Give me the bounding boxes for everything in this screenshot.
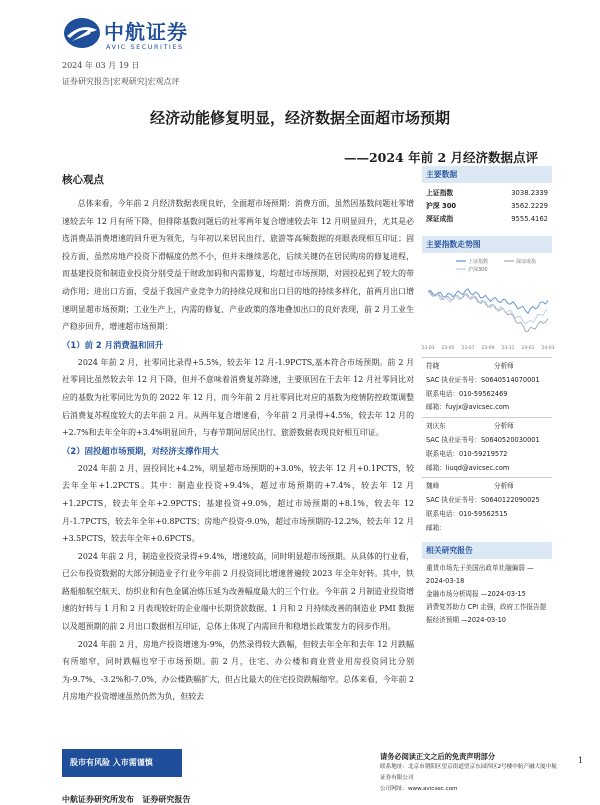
logo-en-text: AVIC SECURITIES <box>106 43 184 51</box>
x-tick-label: 23-03 <box>421 346 435 351</box>
page-number: 1 <box>578 756 584 765</box>
chart-title: 主要指数走势图 <box>422 236 552 253</box>
related-reports-title: 相关研究报告 <box>422 542 552 559</box>
analyst-email: 邮箱： <box>426 523 446 532</box>
x-tick-label: 24-03 <box>541 346 555 351</box>
subhead-investment: （2）固投超市场预期，对经济支撑作用大 <box>62 445 219 456</box>
avic-logo-icon <box>62 16 102 50</box>
x-tick-label: 23-09 <box>481 346 495 351</box>
footer-address: 联系地址：北京市朝阳区望京街道望京东园四区2号楼中航产融大厦中航证券有限公司 <box>380 764 557 781</box>
x-tick-label: 23-07 <box>461 346 475 351</box>
index-row: 上证指数 3038.2339 <box>426 189 548 197</box>
sidebar <box>421 166 555 628</box>
analyst-role: 分析师 <box>494 362 514 370</box>
analyst-phone: 联系电话：010-59219572 <box>426 449 508 458</box>
related-report[interactable]: 消费复苏助力 CPI 走强，政府工作报告提振经济预期 —2024-03-10 <box>426 603 547 625</box>
related-report[interactable]: 重货市场先于美国出政单社融偏弱 —2024-03-18 <box>426 563 534 585</box>
series-line-2 <box>428 290 548 324</box>
analyst-phone: 联系电话：010-59562469 <box>426 389 508 398</box>
analyst-block-1 <box>422 360 552 415</box>
index-row: 沪深 300 3562.2229 <box>426 202 548 210</box>
x-tick-label: 23-11 <box>501 346 515 351</box>
report-title: 经济动能修复明显，经济数据全面超市场预期 <box>149 109 450 127</box>
related-report[interactable]: 金融市场分析周报 —2024-03-15 <box>426 589 526 598</box>
disclaimer-notice: 请务必阅读正文之后的免责声明部分 <box>380 752 496 761</box>
index-chart <box>421 253 555 355</box>
core-view-heading: 核心观点 <box>62 174 104 186</box>
report-subtitle: ——2024 年前 2 月经济数据点评 <box>343 150 538 165</box>
report-date: 2024 年 03 月 19 日 <box>62 61 140 70</box>
market-data-title: 主要数据 <box>422 166 552 183</box>
analyst-cert: SAC 执业证书号：S0640520030001 <box>426 435 540 444</box>
risk-warning-band: 股市有风险 入市需谨慎 <box>62 749 182 777</box>
analyst-cert: SAC 执业证书号：S0640514070001 <box>426 375 540 384</box>
index-trend-chart <box>421 253 555 355</box>
analyst-name: 符晓 <box>426 362 440 370</box>
main-content <box>62 166 414 706</box>
logo-cn-text: 中航证券 <box>104 20 188 44</box>
analyst-role: 分析师 <box>494 422 514 431</box>
series-line-0 <box>428 289 548 314</box>
intro-paragraph: 总体来看，今年前 2 月经济数据表现良好，全面超市场预期：消费方面，虽然因基数问题社零增速较去年 12 月有所下降，但排除基数问题后的社零两年复合增速较去年 12 月明显回升，尤其是必选消费品消费增速的回升更为领先，与年初以来居民出行、旅游等高频数据的亮眼表现相互印证；固投方面，虽然房地产投资下滑幅度仍然不小，但并未继续恶化，后续关键仍在居民购房的修复进程，而基建投资和制造业投资分别受益于财政加码和内需修复，均超过市场预期，对固投起到了较大的带动作用；进出口方面，受益于我国产业竞争力的持续兑现和出口目的地的持续多样化，前两月出口增速明显超市场预期；工业生产上，内需的修复、产业政策的落地叠加出口的良好表现，前 2 月工业生产稳步回升，增速超市场预期： <box>62 199 414 332</box>
logo <box>62 14 202 56</box>
subhead-consumption: （1）前 2 月消费温和回升 <box>62 339 164 350</box>
footer-report-type: 证券研究报告 <box>142 795 191 804</box>
real-estate-paragraph: 2024 年前 2 月，房地产投资增速为-9%，仍然录得较大跌幅，但较去年全年和去年 12 月跌幅有所缩窄，同时跌幅也窄于市场预期。前 2 月，住宅、办公楼和商业营业用房投资同比分别为-9.7%、-3.2%和-7.0%，办公楼跌幅扩大，但占比最大的住宅投资跌幅缩窄。总体来看，今年前 2 月房地产投资增速虽然仍然为负，但较去 <box>62 639 414 702</box>
analyst-role: 分析师 <box>494 482 514 491</box>
index-row: 深证成指 9555.4162 <box>426 215 548 223</box>
series-line-1 <box>428 290 548 331</box>
analyst-name: 刘庆东 <box>426 422 446 431</box>
consumption-paragraph: 2024 年前 2 月，社零同比录得+5.5%，较去年 12 月-1.9PCTS,基本符合市场预期。前 2 月社零同比虽然较去年 12 月下降，但并不意味着消费复苏降速，主要原因在于去年 12 月社零同比对应的基数为社零同比为负的 2022 年 12 月，而今年前 2 月社零同比对应的基数为疫情防控政策调整后消费复苏程度较大的去年前 2 月。从两年复合增速看，今年前 2 月录得+4.5%，较去年 12 月的+2.7%和去年全年的+3.4%明显回升，与春节期间居民出行、旅游数据表现良好相互印证。 <box>62 357 414 438</box>
analyst-email: 邮箱：fuyjx@avicsec.com <box>426 403 510 412</box>
legend-label: 上证指数 <box>468 259 489 265</box>
footer-notice <box>380 751 560 795</box>
footer-publisher: 中航证券研究所发布 <box>62 795 134 804</box>
analyst-email: 邮箱：liuqd@avicsec.com <box>426 463 510 472</box>
analyst-name: 魏峰 <box>426 482 440 491</box>
analyst-cert: SAC 执业证书号：S0640122090025 <box>426 496 540 505</box>
investment-paragraph: 2024 年前 2 月，固投同比+4.2%，明显超市场预期的+3.0%，较去年 12 月+0.1PCTS，较去年全年+1.2PCTS。其中：制造业投资+9.4%，超过市场预期的+7.4%，较去年 12 月+1.2PCTS，较去年全年+2.9PCTS；基建投资+9.0%，超过市场预期的+8.1%，较去年 12 月-1.7PCTS，较去年全年+0.8PCTS；房地产投资-9.0%，超过市场预期的-12.2%，较去年 12 月+3.5PCTS，较去年全年+0.6PCTS。 <box>62 463 414 544</box>
analyst-block-2 <box>422 420 552 475</box>
analyst-block-3 <box>422 480 552 535</box>
manufacturing-paragraph: 2024 年前 2 月，制造业投资录得+9.4%，增速较高，同时明显超市场预期。从具体的行业看，已公布投资数据的大部分制造业子行业今年前 2 月投资同比增速普遍较 2023 年全年好转。其中，铁路船舶航空航天、纺织业和有色金属冶炼压延为改善幅度最大的三个行业。今年前 2 月制造业投资增速的好转与 1 月和 2 月表现较好的企业端中长期贷款数据、1 月和 2 月持续改善的制造业 PMI 数据以及超预期的前 2 月出口数据相互印证，总体上体现了内需回升和稳增长政策发力的同步作用。 <box>62 551 414 632</box>
footer-bottom <box>62 794 190 805</box>
breadcrumb: 证券研究报告|宏观研究|宏观点评 <box>62 77 180 86</box>
x-tick-label: 24-01 <box>521 346 535 351</box>
legend-label: 深证成指 <box>516 259 537 265</box>
x-tick-label: 23-05 <box>441 346 455 351</box>
analyst-phone: 联系电话：010-59562515 <box>426 509 508 518</box>
footer-website: 公司网址：www.avicsec.com <box>380 786 458 792</box>
legend-label: 沪深300 <box>468 267 488 273</box>
